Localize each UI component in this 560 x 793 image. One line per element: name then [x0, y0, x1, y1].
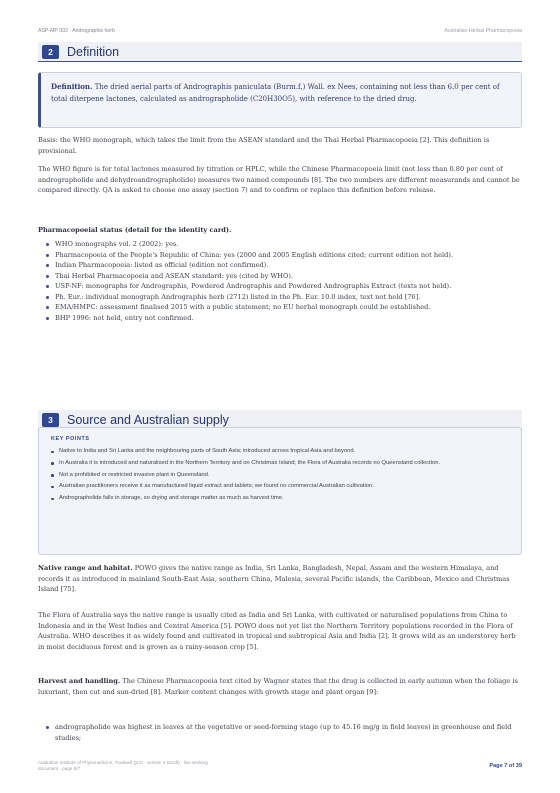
- harvest-runin: Harvest and handling.: [38, 677, 121, 685]
- section-2-heading: [38, 42, 522, 62]
- harvest-paragraph: [38, 676, 522, 697]
- list-item: Not a prohibited or restricted invasive plant in Queensland.: [51, 471, 511, 480]
- page-footer: [38, 760, 522, 773]
- section-2-title: Definition: [67, 44, 120, 59]
- running-head-left: ASP-MP 002 · Andrographis herb: [38, 28, 115, 34]
- key-points-list: [51, 447, 511, 503]
- key-points-box: [38, 427, 522, 555]
- definition-box: [38, 72, 522, 128]
- native-range-paragraph: [38, 563, 522, 595]
- status-heading: Pharmacopoeial status (detail for the identity card).: [38, 226, 232, 234]
- key-points-title: KEY POINTS: [51, 436, 90, 442]
- list-item: USP-NF: monographs for Andrographis, Powdered Andrographis and Powdered Andrographis Extract (texts not held).: [46, 281, 522, 292]
- definition-paragraph: [51, 81, 511, 105]
- running-head: [38, 28, 522, 34]
- definition-lead: Definition.: [51, 82, 93, 91]
- running-head-right: Australian Herbal Pharmacopoeia: [444, 28, 522, 34]
- list-item: EMA/HMPC: assessment finalised 2015 with a public statement; no EU herbal monograph could be established.: [46, 302, 522, 313]
- section-3-number: 3: [42, 413, 59, 427]
- native-range-text: POWO gives the native range as India, Sri Lanka, Bangladesh, Nepal, Assam and the western Himalaya, and records it as introduced in mainland South-East Asia, southern China, Malesia, several Pacific islands, the Caribbean, Mexico and Christmas Island [75].: [38, 564, 510, 593]
- basis-paragraph: Basis: the WHO monograph, which takes the limit from the ASEAN standard and the Thai Herbal Pharmacopoeia [2]. This definition is provisional.: [38, 136, 490, 155]
- list-item: andrographolide was highest in leaves at the vegetative or seed-forming stage (up to 45.16 mg/g in field leaves) in greenhouse and field studies;: [46, 722, 522, 743]
- harvest-text: The Chinese Pharmacopoeia text cited by Wagner states that the drug is collected in early autumn when the foliage is luxuriant, then cut and sun-dried [8]. Marker content changes with growth stage and plant organ [9]:: [38, 677, 518, 696]
- list-item: Indian Pharmacopoeia: listed as official (edition not confirmed).: [46, 260, 522, 271]
- section-2-number: 2: [42, 45, 59, 59]
- harvest-list: [46, 722, 522, 743]
- native-range-runin: Native range and habitat.: [38, 564, 133, 572]
- flora-paragraph: The Flora of Australia says the native range is usually cited as India and Sri Lanka, with cultivated or naturalised populations from China to Indonesia and in the West Indies and Central America [5]. POWO does not yet list the Northern Territory populations recorded in the Flora of Australia. WHO describes it as widely found and cultivated in tropical and subtropical Asia and India [2]. It grows wild as an understorey herb in moist deciduous forest and is grown as a rainy-season crop [5].: [38, 611, 516, 651]
- list-item: Andrographolide falls in storage, so drying and storage matter as much as harvest time.: [51, 494, 511, 503]
- list-item: In Australia it is introduced and naturalised in the Northern Territory and on Christmas Island; the Flora of Australia records no Queensland collection.: [51, 459, 511, 468]
- footer-left: Australian Institute of Phytomedicine, Tradwell QLD · version 3 (Draft) · live working document · page 6/7: [38, 760, 208, 772]
- definition-text: The dried aerial parts of Andrographis paniculata (Burm.f.) Wall. ex Nees, containing not less than 6.0 per cent of total diterpene lactones, calculated as andrographolide (C20H30O5), with reference to the dried drug.: [51, 83, 500, 103]
- list-item: Australian practitioners receive it as manufactured liquid extract and tablets; we found no commercial Australian cultivation.: [51, 482, 511, 491]
- list-item: Ph. Eur.: individual monograph Andrographis herb (2712) listed in the Ph. Eur. 10.0 index, text not held [76].: [46, 292, 522, 303]
- list-item: BHP 1996: not held, entry not confirmed.: [46, 313, 522, 324]
- list-item: Pharmacopoeia of the People's Republic of China: yes (2000 and 2005 English editions cited; current edition not held).: [46, 250, 522, 261]
- list-item: Native to India and Sri Lanka and the neighbouring parts of South Asia; introduced across tropical Asia and beyond.: [51, 447, 511, 456]
- section-3-title: Source and Australian supply: [67, 412, 229, 427]
- list-item: WHO monographs vol. 2 (2002): yes.: [46, 239, 522, 250]
- status-list: [46, 239, 522, 323]
- list-item: Thai Herbal Pharmacopoeia and ASEAN standard: yes (cited by WHO).: [46, 271, 522, 282]
- measurand-paragraph: The WHO figure is for total lactones measured by titration or HPLC, while the Chinese Pharmacopoeia limit (not less than 0.80 per cent of andrographolide and dehydroandrographolide) measures two named compounds [8]. The two numbers are different measurands and cannot be compared directly. QA is asked to choose one assay (section 7) and to confirm or replace this definition before release.: [38, 165, 520, 194]
- page-number: Page 7 of 39: [489, 763, 522, 769]
